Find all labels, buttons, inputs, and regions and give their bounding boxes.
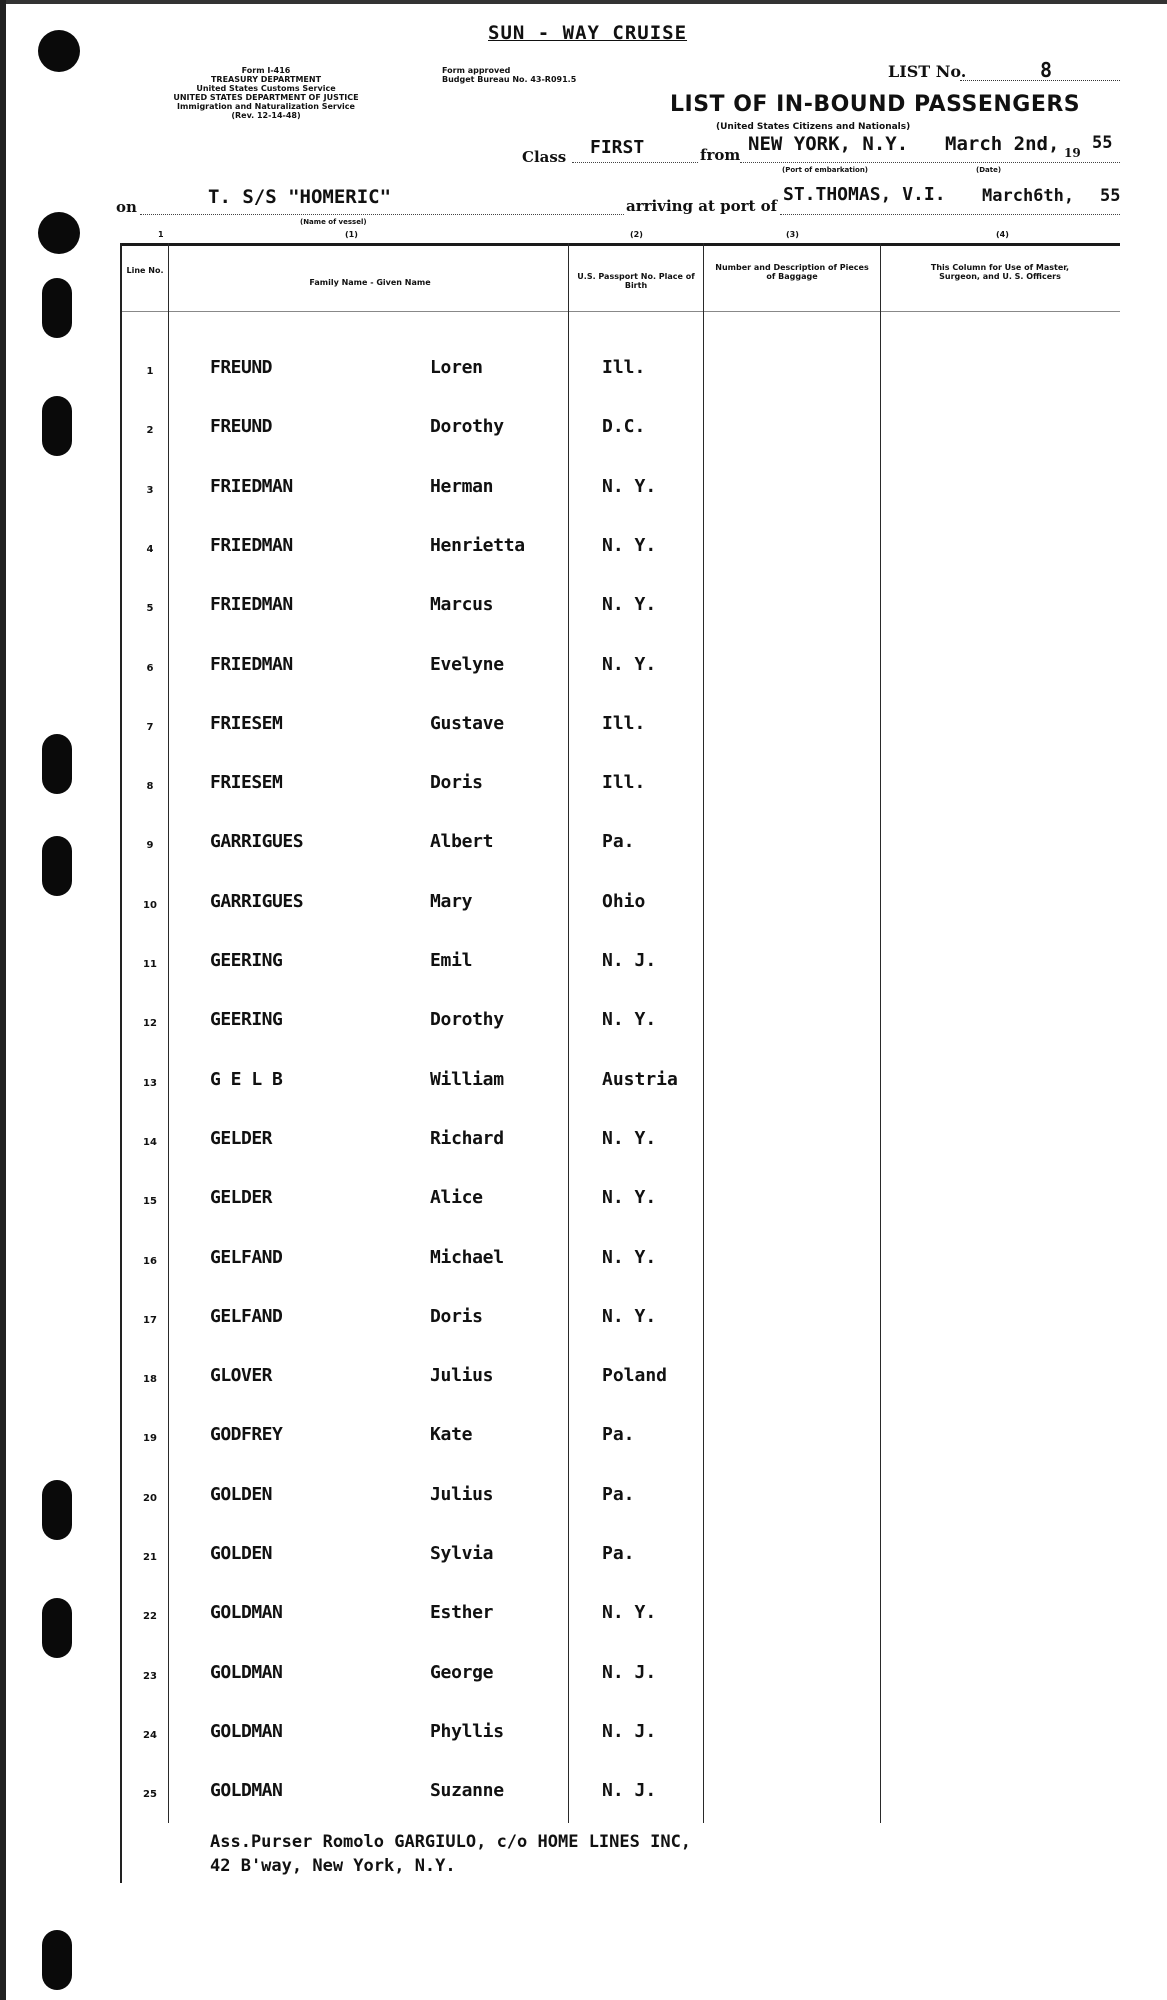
line-number: 16 xyxy=(143,1256,157,1267)
given-name: Sylvia xyxy=(430,1543,494,1564)
year-prefix: 19 xyxy=(1064,146,1081,160)
family-name: GEERING xyxy=(210,1009,283,1030)
line-number: 1 xyxy=(146,366,154,377)
purser-address: 42 B'way, New York, N.Y. xyxy=(210,1856,456,1876)
form-line: TREASURY DEPARTMENT xyxy=(210,75,322,84)
place-of-birth: Poland xyxy=(602,1365,668,1386)
arrival-port: ST.THOMAS, V.I. xyxy=(783,184,946,205)
family-name: GELDER xyxy=(210,1128,273,1149)
given-name: Julius xyxy=(430,1484,494,1505)
citizens-note: (United States Citizens and Nationals) xyxy=(716,122,911,132)
list-title: LIST OF IN-BOUND PASSENGERS xyxy=(670,92,1081,117)
given-name: Emil xyxy=(430,950,473,971)
given-name: Esther xyxy=(430,1602,494,1623)
given-name: Herman xyxy=(430,476,494,497)
family-name: G E L B xyxy=(210,1069,283,1090)
column-header-passport: U.S. Passport No. Place of Birth xyxy=(577,272,695,290)
given-name: Alice xyxy=(430,1187,483,1208)
binder-hole xyxy=(42,836,72,896)
line-number: 7 xyxy=(146,722,154,733)
page-left-edge xyxy=(0,0,6,2000)
place-of-birth: Pa. xyxy=(602,1484,635,1505)
place-of-birth: D.C. xyxy=(602,416,646,437)
line-number: 10 xyxy=(143,900,157,911)
line-number: 8 xyxy=(146,781,154,792)
header-divider xyxy=(120,311,1120,312)
line-number: 25 xyxy=(143,1789,157,1800)
column-number: 1 xyxy=(158,230,164,239)
family-name: FRIEDMAN xyxy=(210,594,293,615)
column-number: (4) xyxy=(996,230,1009,239)
from-dotted-line xyxy=(740,162,1120,163)
budget-line: Form approved xyxy=(442,66,511,75)
column-header-name: Family Name - Given Name xyxy=(309,278,431,287)
given-name: George xyxy=(430,1662,494,1683)
vessel-name: T. S/S "HOMERIC" xyxy=(208,186,392,208)
family-name: FRIESEM xyxy=(210,772,283,793)
binder-hole xyxy=(42,1598,72,1658)
family-name: FRIEDMAN xyxy=(210,535,293,556)
line-number: 21 xyxy=(143,1552,157,1563)
line-number: 14 xyxy=(143,1137,157,1148)
family-name: GOLDEN xyxy=(210,1543,273,1564)
name-divider xyxy=(568,243,569,1823)
arrival-date: March6th, xyxy=(982,186,1075,206)
purser-line: Ass.Purser Romolo GARGIULO, c/o HOME LINES INC, xyxy=(210,1832,692,1852)
table-top-rule xyxy=(120,243,1120,246)
given-name: Marcus xyxy=(430,594,494,615)
list-number-value: 8 xyxy=(1040,58,1053,82)
line-number: 3 xyxy=(146,485,154,496)
place-of-birth: Ill. xyxy=(602,713,646,734)
passport-divider xyxy=(703,243,704,1823)
line-number: 18 xyxy=(143,1374,157,1385)
form-line: (Rev. 12-14-48) xyxy=(231,111,301,120)
given-name: Henrietta xyxy=(430,535,525,556)
line-no-divider xyxy=(168,243,169,1823)
line-number: 15 xyxy=(143,1196,157,1207)
given-name: Michael xyxy=(430,1247,504,1268)
family-name: GOLDMAN xyxy=(210,1721,283,1742)
place-of-birth: Pa. xyxy=(602,831,635,852)
binder-hole xyxy=(38,212,80,254)
place-of-birth: N. J. xyxy=(602,1721,657,1742)
port-of-embarkation: NEW YORK, N.Y. xyxy=(748,133,909,155)
binder-hole xyxy=(42,1930,72,1990)
place-of-birth: N. Y. xyxy=(602,535,657,556)
given-name: Doris xyxy=(430,772,483,793)
family-name: GARRIGUES xyxy=(210,891,304,912)
form-identifier xyxy=(116,66,416,120)
place-of-birth: Austria xyxy=(602,1069,678,1090)
family-name: GOLDEN xyxy=(210,1484,273,1505)
line-number: 12 xyxy=(143,1018,157,1029)
line-number: 19 xyxy=(143,1433,157,1444)
on-label: on xyxy=(116,198,137,216)
port-embarkation-note: (Port of embarkation) xyxy=(782,166,869,174)
given-name: Dorothy xyxy=(430,416,504,437)
date-note: (Date) xyxy=(976,166,1002,174)
family-name: GODFREY xyxy=(210,1424,283,1445)
line-number: 4 xyxy=(146,544,154,555)
place-of-birth: N. Y. xyxy=(602,1247,657,1268)
arrival-dotted-line xyxy=(780,214,1120,215)
place-of-birth: N. Y. xyxy=(602,1128,657,1149)
place-of-birth: N. Y. xyxy=(602,594,657,615)
place-of-birth: N. Y. xyxy=(602,476,657,497)
class-value: FIRST xyxy=(590,137,645,158)
given-name: Suzanne xyxy=(430,1780,504,1801)
given-name: William xyxy=(430,1069,504,1090)
line-number: 23 xyxy=(143,1671,157,1682)
table-left-border xyxy=(120,243,122,1883)
place-of-birth: N. Y. xyxy=(602,1306,657,1327)
place-of-birth: N. Y. xyxy=(602,1187,657,1208)
place-of-birth: N. J. xyxy=(602,1662,657,1683)
place-of-birth: N. J. xyxy=(602,950,657,971)
family-name: GARRIGUES xyxy=(210,831,304,852)
budget-approval xyxy=(442,66,576,84)
family-name: GOLDMAN xyxy=(210,1662,283,1683)
line-number: 20 xyxy=(143,1493,157,1504)
binder-hole xyxy=(42,396,72,456)
line-number: 6 xyxy=(146,663,154,674)
column-header-line-no: Line No. xyxy=(126,266,164,275)
family-name: GELDER xyxy=(210,1187,273,1208)
line-number: 11 xyxy=(143,959,157,970)
from-label: from xyxy=(700,146,741,164)
family-name: FRIESEM xyxy=(210,713,283,734)
line-number: 9 xyxy=(146,840,154,851)
arrival-year: 55 xyxy=(1100,186,1121,206)
column-number: (2) xyxy=(630,230,643,239)
given-name: Mary xyxy=(430,891,473,912)
place-of-birth: Ill. xyxy=(602,772,646,793)
binder-hole xyxy=(42,278,72,338)
binder-hole xyxy=(42,1480,72,1540)
page-top-border xyxy=(0,0,1167,4)
place-of-birth: Ill. xyxy=(602,357,646,378)
class-dotted-line xyxy=(572,162,698,163)
line-number: 5 xyxy=(146,603,154,614)
place-of-birth: Pa. xyxy=(602,1543,635,1564)
embarkation-date: March 2nd, xyxy=(945,133,1060,155)
baggage-divider xyxy=(880,243,881,1823)
family-name: GOLDMAN xyxy=(210,1780,283,1801)
given-name: Julius xyxy=(430,1365,494,1386)
binder-hole xyxy=(42,734,72,794)
column-header-officers: This Column for Use of Master, Surgeon, and U. S. Officers xyxy=(930,263,1070,281)
given-name: Gustave xyxy=(430,713,504,734)
column-number: (1) xyxy=(345,230,358,239)
place-of-birth: N. J. xyxy=(602,1780,657,1801)
given-name: Evelyne xyxy=(430,654,504,675)
family-name: GLOVER xyxy=(210,1365,273,1386)
place-of-birth: N. Y. xyxy=(602,654,657,675)
family-name: GOLDMAN xyxy=(210,1602,283,1623)
column-number: (3) xyxy=(786,230,799,239)
given-name: Kate xyxy=(430,1424,473,1445)
place-of-birth: Ohio xyxy=(602,891,646,912)
place-of-birth: N. Y. xyxy=(602,1602,657,1623)
place-of-birth: Pa. xyxy=(602,1424,635,1445)
line-number: 13 xyxy=(143,1078,157,1089)
cruise-title: SUN - WAY CRUISE xyxy=(488,22,688,44)
family-name: FREUND xyxy=(210,416,273,437)
form-line: United States Customs Service xyxy=(196,84,336,93)
place-of-birth: N. Y. xyxy=(602,1009,657,1030)
column-header-baggage: Number and Description of Pieces of Baggage xyxy=(715,263,869,281)
line-number: 17 xyxy=(143,1315,157,1326)
family-name: GEERING xyxy=(210,950,283,971)
family-name: FRIEDMAN xyxy=(210,476,293,497)
class-label: Class xyxy=(522,148,567,166)
form-line: Form I-416 xyxy=(241,66,291,75)
vessel-dotted-line xyxy=(140,214,624,215)
form-line: Immigration and Naturalization Service xyxy=(177,102,355,111)
given-name: Phyllis xyxy=(430,1721,504,1742)
family-name: FREUND xyxy=(210,357,273,378)
form-line: UNITED STATES DEPARTMENT OF JUSTICE xyxy=(173,93,359,102)
given-name: Richard xyxy=(430,1128,504,1149)
embarkation-year: 55 xyxy=(1092,133,1113,153)
family-name: GELFAND xyxy=(210,1247,283,1268)
line-number: 22 xyxy=(143,1611,157,1622)
vessel-note: (Name of vessel) xyxy=(300,218,367,226)
budget-line: Budget Bureau No. 43-R091.5 xyxy=(442,75,577,84)
binder-hole xyxy=(38,30,80,72)
line-number: 24 xyxy=(143,1730,157,1741)
family-name: FRIEDMAN xyxy=(210,654,293,675)
family-name: GELFAND xyxy=(210,1306,283,1327)
given-name: Albert xyxy=(430,831,494,852)
list-number-label: LIST No. xyxy=(888,62,967,81)
line-number: 2 xyxy=(146,425,154,436)
given-name: Loren xyxy=(430,357,483,378)
given-name: Doris xyxy=(430,1306,483,1327)
given-name: Dorothy xyxy=(430,1009,504,1030)
arriving-label: arriving at port of xyxy=(626,197,778,215)
